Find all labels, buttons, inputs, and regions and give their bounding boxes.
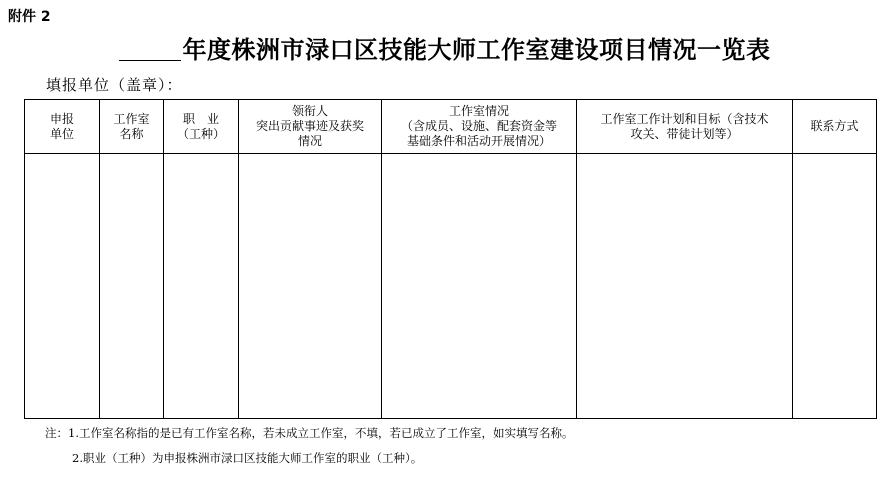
header-studio-situation: 工作室情况 （含成员、设施、配套资金等 基础条件和活动开展情况）	[382, 100, 577, 154]
title-text: 年度株洲市渌口区技能大师工作室建设项目情况一览表	[182, 36, 771, 64]
cell-work-plan[interactable]	[577, 154, 793, 419]
table-row	[25, 154, 877, 419]
cell-leader-achievements[interactable]	[239, 154, 382, 419]
project-overview-table	[24, 99, 877, 419]
header-applicant-unit: 申报 单位	[25, 100, 100, 154]
header-occupation: 职 业 （工种）	[164, 100, 239, 154]
note-2: 2.职业（工种）为申报株洲市渌口区技能大师工作室的职业（工种）。	[72, 451, 423, 465]
cell-applicant-unit[interactable]	[25, 154, 100, 419]
page-title	[0, 30, 889, 65]
attachment-label: 附件 2	[8, 9, 51, 25]
cell-studio-situation[interactable]	[382, 154, 577, 419]
cell-occupation[interactable]	[164, 154, 239, 419]
header-work-plan: 工作室工作计划和目标（含技术 攻关、带徒计划等）	[577, 100, 793, 154]
table-header-row	[25, 100, 877, 154]
header-contact: 联系方式	[793, 100, 877, 154]
cell-studio-name[interactable]	[100, 154, 164, 419]
fill-unit-label: 填报单位（盖章）：	[46, 76, 183, 94]
note-1: 注：1.工作室名称指的是已有工作室名称，若未成立工作室，不填，若已成立了工作室，如实填写名称。	[45, 426, 574, 440]
header-studio-name: 工作室 名称	[100, 100, 164, 154]
cell-contact[interactable]	[793, 154, 877, 419]
year-blank-line	[119, 60, 181, 61]
header-leader-achievements: 领衔人 突出贡献事迹及获奖 情况	[239, 100, 382, 154]
